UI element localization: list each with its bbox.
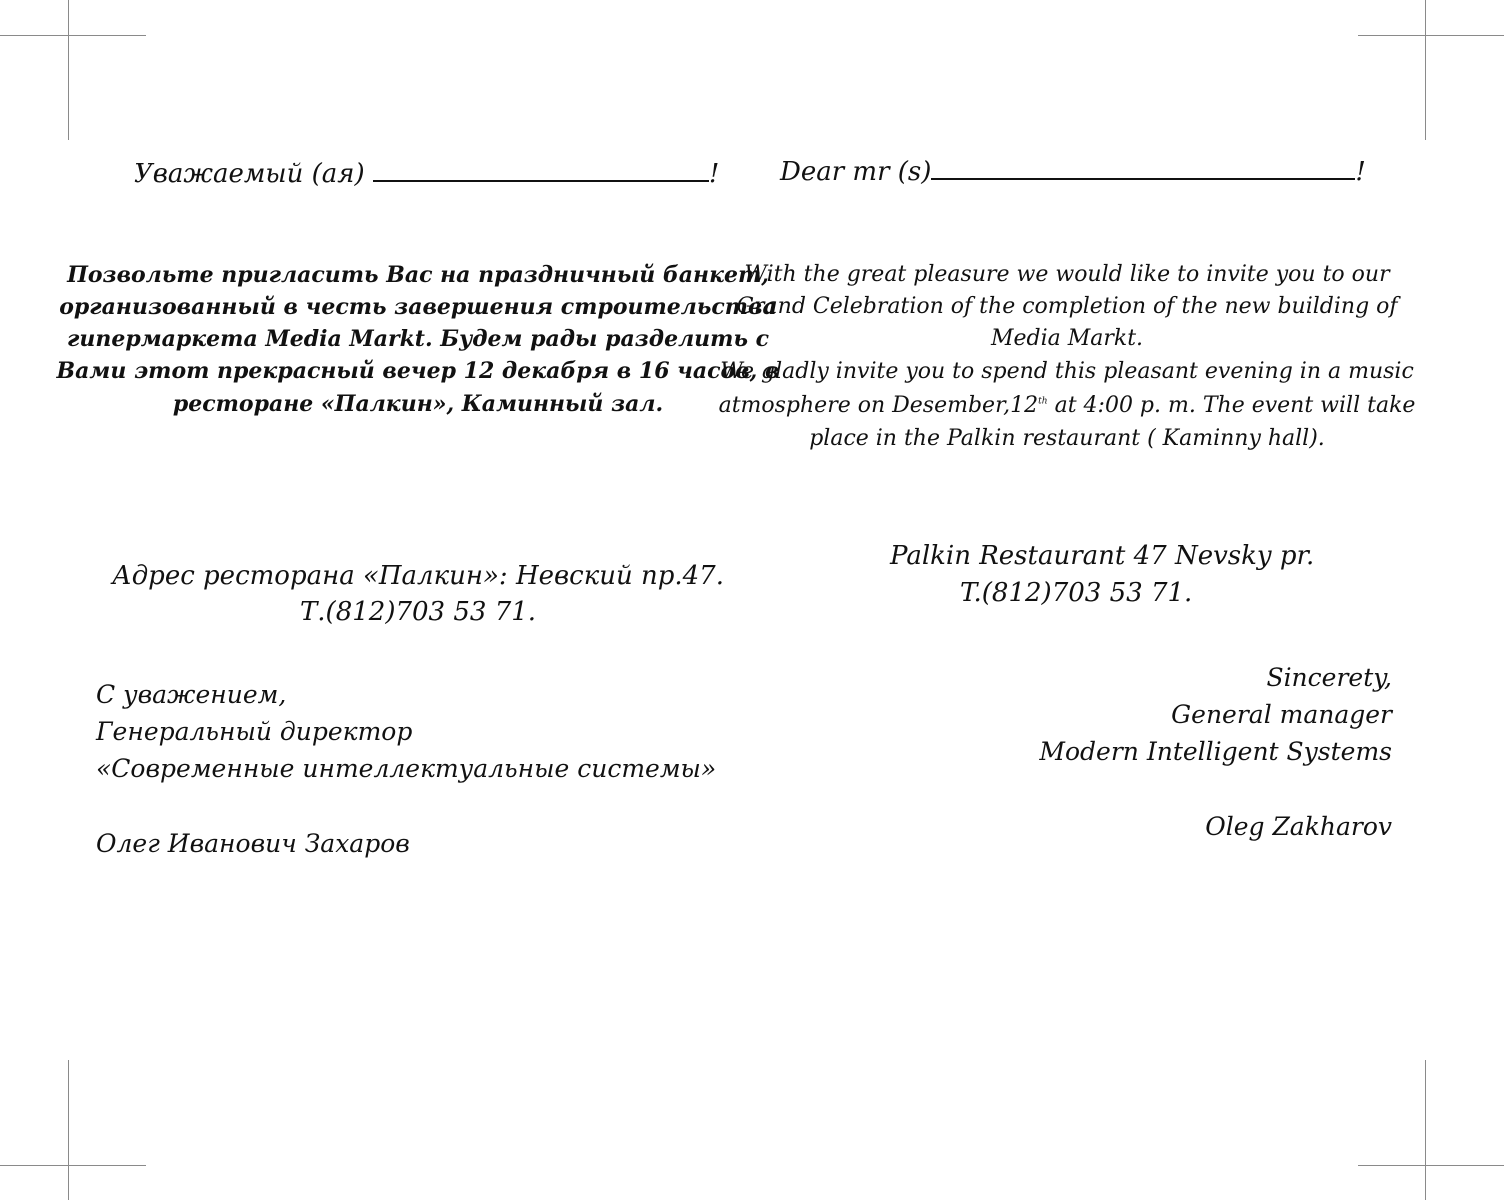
salutation-en (780, 156, 1366, 187)
body-ru-line: Вами этот прекрасный вечер 12 декабря в 16 часов, в (56, 358, 780, 384)
body-ru-line: организованный в честь завершения строительства (59, 294, 777, 320)
signature-ru-line: Генеральный директор (96, 717, 413, 746)
body-en-line: With the great pleasure we would like to invite you to our (744, 262, 1390, 287)
body-ru-line: Позвольте пригласить Вас на праздничный банкет, (67, 262, 769, 288)
signature-en-line: General manager (1171, 700, 1392, 729)
salutation-ru-text: Уважаемый (ая) (134, 159, 365, 189)
signature-en-line: Sincerety, (1266, 663, 1392, 692)
address-ru-line: Адрес ресторана «Палкин»: Невский пр.47. (112, 561, 724, 591)
body-en-line: We gladly invite you to spend this pleasant evening in a music (720, 359, 1414, 384)
crop-mark-bottom-left-h (0, 1165, 146, 1166)
crop-mark-top-right-v (1425, 0, 1426, 140)
name-blank-en (931, 156, 1355, 180)
signature-ru-line: С уважением, (96, 680, 287, 709)
body-en-line: Grand Celebration of the completion of the new building of (736, 294, 1398, 319)
body-ru-line: ресторане «Палкин», Каминный зал. (172, 391, 664, 417)
address-en-line: Palkin Restaurant 47 Nevsky pr. (890, 541, 1315, 571)
date-sup: th (1038, 396, 1048, 407)
date-line-before: atmosphere on Desember,12 (718, 393, 1039, 418)
body-en-line: place in the Palkin restaurant ( Kaminny hall). (809, 426, 1325, 451)
crop-mark-top-left-h (0, 35, 146, 36)
crop-mark-top-right-h (1358, 35, 1504, 36)
name-blank-ru (373, 158, 709, 182)
body-en-line: Media Markt. (990, 326, 1144, 351)
crop-mark-bottom-right-v (1425, 1060, 1426, 1200)
signature-en-line: Modern Intelligent Systems (1039, 737, 1392, 766)
crop-mark-top-left-v (68, 0, 69, 140)
signer-ru: Олег Иванович Захаров (96, 829, 410, 858)
crop-mark-bottom-left-v (68, 1060, 69, 1200)
signature-ru-line: «Современные интеллектуальные системы» (96, 754, 717, 783)
salutation-en-text: Dear mr (s) (780, 157, 932, 187)
body-en-date-line (719, 393, 1416, 418)
phone-ru-line: Т.(812)703 53 71. (299, 597, 537, 627)
salutation-ru (134, 158, 719, 189)
salutation-ru-end: ! (708, 159, 720, 189)
crop-mark-bottom-right-h (1358, 1165, 1504, 1166)
body-ru-line: гипермаркета Media Markt. Будем рады разделить с (66, 326, 770, 352)
signer-en: Oleg Zakharov (1205, 812, 1392, 841)
phone-en-line: T.(812)703 53 71. (960, 578, 1193, 608)
date-line-after: at 4:00 p. m. The event will take (1047, 393, 1416, 418)
salutation-en-end: ! (1355, 157, 1366, 187)
